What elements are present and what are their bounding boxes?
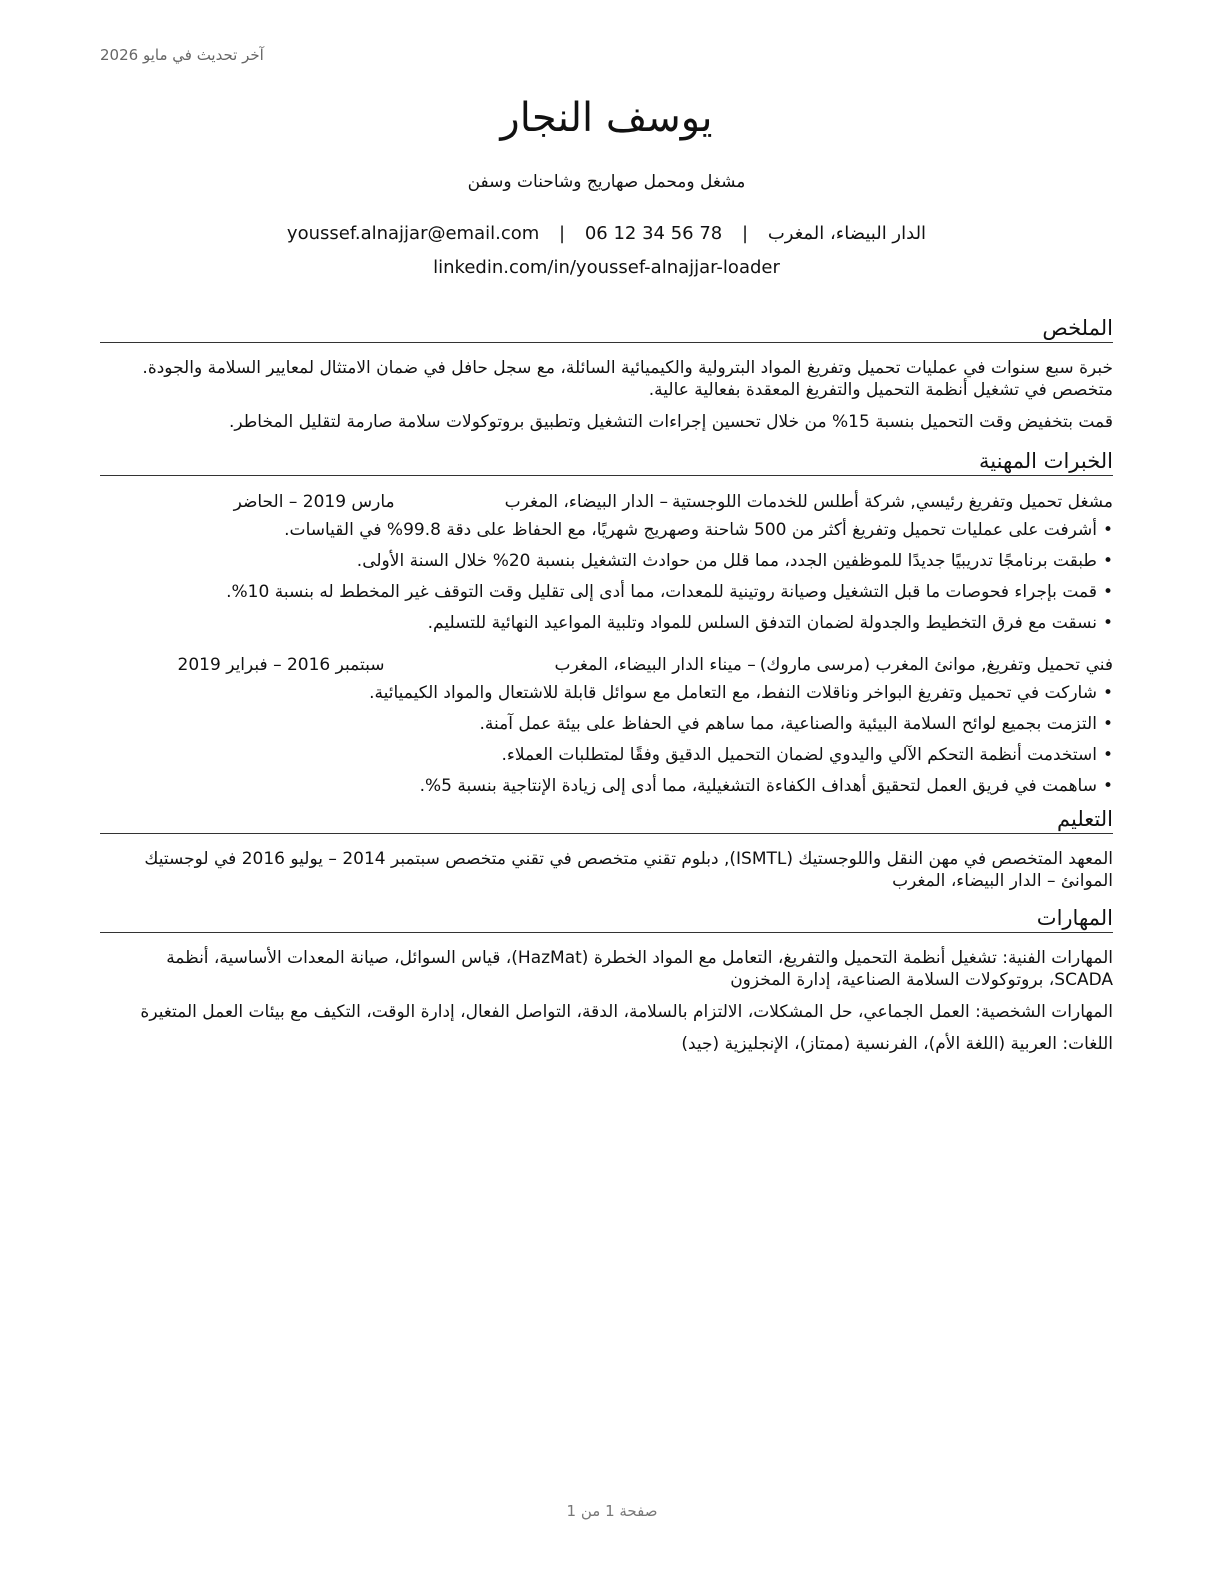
job-bullets (100, 518, 1113, 635)
job-location: – ميناء الدار البيضاء، المغرب (554, 655, 756, 675)
list-item: •شاركت في تحميل وتفريغ البواخر وناقلات النفط، مع التعامل مع سوائل قابلة للاشتعال والمواد الكيميائية. (369, 683, 1113, 703)
job-location: – الدار البيضاء، المغرب (504, 492, 669, 512)
job-date: مارس 2019 – الحاضر (233, 492, 395, 512)
candidate-title: مشغل ومحمل صهاريج وشاحنات وسفن (467, 172, 746, 192)
job-entry (100, 653, 1113, 798)
education-entry: المعهد المتخصص في مهن النقل واللوجستيك (ISMTL), دبلوم تقني متخصص في تقني متخصص سبتمبر 2014 – يوليو 2016 في لوجستيك الموانئ – الدار البيضاء، المغرب (144, 849, 1113, 891)
contact-line (100, 222, 1113, 246)
contact-location: الدار البيضاء، المغرب (767, 223, 927, 244)
candidate-name: يوسف النجار (500, 95, 713, 141)
skills-technical: المهارات الفنية: تشغيل أنظمة التحميل والتفريغ، التعامل مع المواد الخطرة (HazMat)، قياس السوائل، صيانة المعدات الأساسية، أنظمة SCADA، بروتوكولات السلامة الصناعية، إدارة المخزون (166, 948, 1113, 990)
list-item: •استخدمت أنظمة التحكم الآلي واليدوي لضمان التحميل الدقيق وفقًا لمتطلبات العملاء. (501, 745, 1113, 765)
job-header (100, 653, 1113, 677)
contact-separator: | (742, 223, 749, 244)
job-date: سبتمبر 2016 – فبراير 2019 (177, 655, 385, 675)
list-item: •أشرفت على عمليات تحميل وتفريغ أكثر من 500 شاحنة وصهريج شهريًا، مع الحفاظ على دقة 99.8% في القياسات. (284, 520, 1113, 540)
list-item: •التزمت بجميع لوائح السلامة البيئية والصناعية، مما ساهم في الحفاظ على بيئة عمل آمنة. (479, 714, 1113, 734)
resume-content (100, 88, 1113, 1055)
list-item: •طبقت برنامجًا تدريبيًا جديدًا للموظفين الجدد، مما قلل من حوادث التشغيل بنسبة 20% خلال السنة الأولى. (356, 551, 1113, 571)
summary-heading: الملخص (100, 314, 1113, 343)
education-heading: التعليم (100, 805, 1113, 834)
contact-phone: 06 12 34 56 78 (584, 223, 723, 244)
contact-separator: | (559, 223, 566, 244)
job-role: فني تحميل وتفريغ, موانئ المغرب (مرسى ماروك) (759, 655, 1113, 675)
list-item: •قمت بإجراء فحوصات ما قبل التشغيل وصيانة روتينية للمعدات، مما أدى إلى تقليل وقت التوقف غير المخطط له بنسبة 10%. (226, 582, 1113, 602)
job-role: مشغل تحميل وتفريغ رئيسي, شركة أطلس للخدمات اللوجستية (672, 492, 1113, 512)
job-header (100, 490, 1113, 514)
skills-heading: المهارات (100, 904, 1113, 933)
experience-heading: الخبرات المهنية (100, 447, 1113, 476)
job-bullets (100, 681, 1113, 798)
skills-languages: اللغات: العربية (اللغة الأم)، الفرنسية (ممتاز)، الإنجليزية (جيد) (681, 1034, 1113, 1054)
contact-email[interactable]: youssef.alnajjar@email.com (286, 223, 540, 244)
list-item: •ساهمت في فريق العمل لتحقيق أهداف الكفاءة التشغيلية، مما أدى إلى زيادة الإنتاجية بنسبة 5%. (419, 776, 1113, 796)
list-item: •نسقت مع فرق التخطيط والجدولة لضمان التدفق السلس للمواد وتلبية المواعيد النهائية للتسليم. (427, 613, 1113, 633)
linkedin-link[interactable]: linkedin.com/in/youssef-alnajjar-loader (433, 257, 780, 278)
summary-paragraph: قمت بتخفيض وقت التحميل بنسبة 15% من خلال تحسين إجراءات التشغيل وتطبيق بروتوكولات سلامة صارمة لتقليل المخاطر. (228, 412, 1113, 432)
last-updated: آخر تحديث في مايو 2026 (100, 46, 264, 64)
job-entry (100, 490, 1113, 635)
page-number: صفحة 1 من 1 (566, 1502, 658, 1520)
summary-paragraph: خبرة سبع سنوات في عمليات تحميل وتفريغ المواد البترولية والكيميائية السائلة، مع سجل حافل في ضمان الامتثال لمعايير السلامة والجودة. متخصص في تشغيل أنظمة التحميل والتفريغ المعقدة بفعالية عالية. (142, 358, 1113, 400)
skills-soft: المهارات الشخصية: العمل الجماعي، حل المشكلات، الالتزام بالسلامة، الدقة، التواصل الفعال، إدارة الوقت، التكيف مع بيئات العمل المتغيرة (140, 1002, 1113, 1022)
